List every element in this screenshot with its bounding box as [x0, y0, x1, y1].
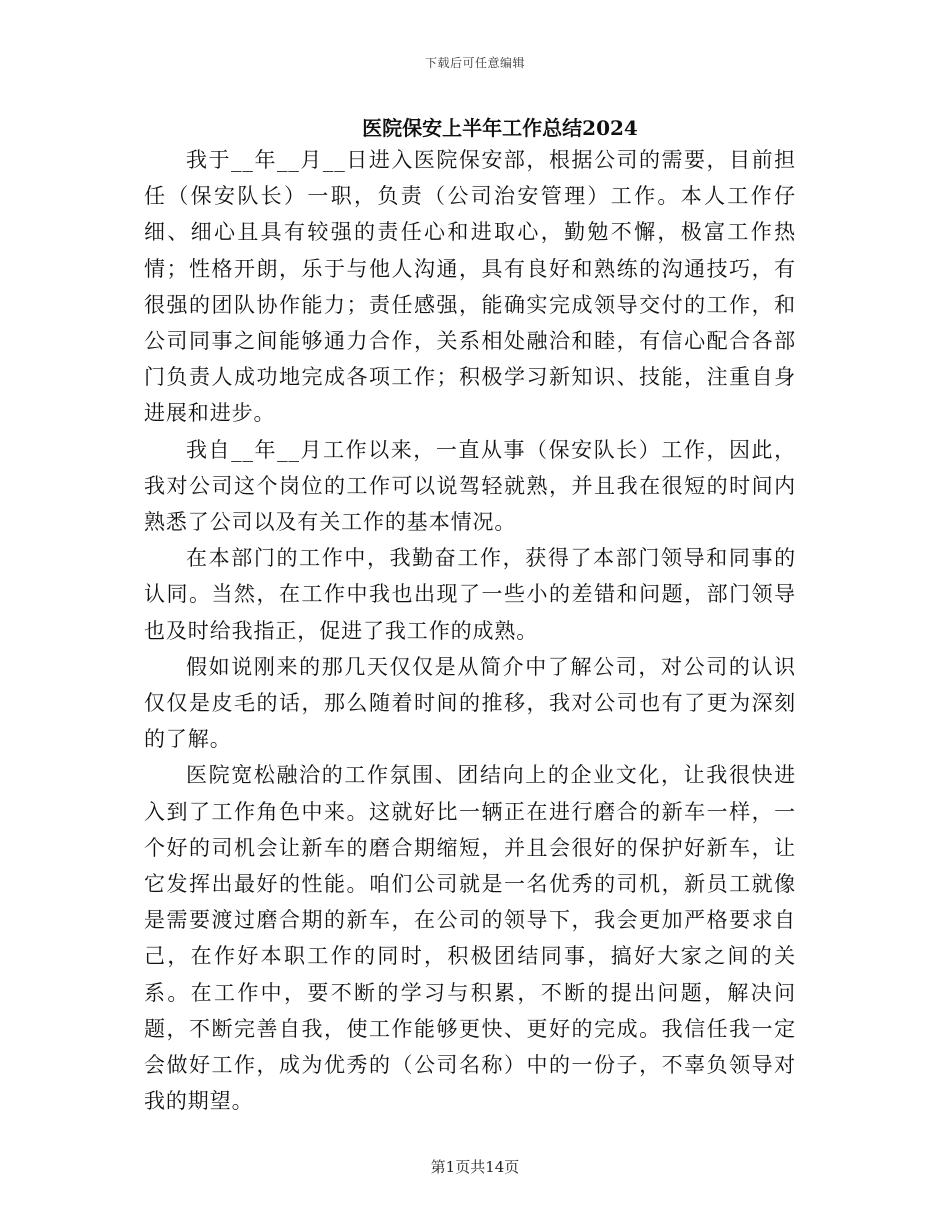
header-note: 下载后可任意编辑 [424, 56, 525, 70]
document-body [144, 142, 796, 1119]
paragraph: 我自__年__月工作以来，一直从事（保安队长）工作，因此，我对公司这个岗位的工作可以说驾轻就熟，并且我在很短的时间内熟悉了公司以及有关工作的基本情况。 [144, 437, 796, 535]
paragraph: 我于__年__月__日进入医院保安部，根据公司的需要，目前担任（保安队长）一职，负责（公司治安管理）工作。本人工作仔细、细心且具有较强的责任心和进取心，勤勉不懈，极富工作热情；性格开朗，乐于与他人沟通，具有良好和熟练的沟通技巧，有很强的团队协作能力；责任感强，能确实完成领导交付的工作，和公司同事之间能够通力合作，关系相处融洽和睦，有信心配合各部门负责人成功地完成各项工作；积极学习新知识、技能，注重自身进展和进步。 [144, 148, 796, 426]
document-title: 医院保安上半年工作总结2024 [362, 116, 638, 140]
paragraph: 医院宽松融洽的工作氛围、团结向上的企业文化，让我很快进入到了工作角色中来。这就好比一辆正在进行磨合的新车一样，一个好的司机会让新车的磨合期缩短，并且会很好的保护好新车，让它发挥出最好的性能。咱们公司就是一名优秀的司机，新员工就像是需要渡过磨合期的新车，在公司的领导下，我会更加严格要求自己，在作好本职工作的同时，积极团结同事，搞好大家之间的关系。在工作中，要不断的学习与积累，不断的提出问题，解决问题，不断完善自我，使工作能够更快、更好的完成。我信任我一定会做好工作，成为优秀的（公司名称）中的一份子，不辜负领导对我的期望。 [144, 763, 796, 1114]
paragraph: 在本部门的工作中，我勤奋工作，获得了本部门领导和同事的认同。当然，在工作中我也出现了一些小的差错和问题，部门领导也及时给我指正，促进了我工作的成熟。 [144, 546, 796, 643]
paragraph: 假如说刚来的那几天仅仅是从简介中了解公司，对公司的认识仅仅是皮毛的话，那么随着时间的推移，我对公司也有了更为深刻的了解。 [144, 654, 796, 752]
page-number-footer: 第1页共14页 [430, 1158, 520, 1176]
